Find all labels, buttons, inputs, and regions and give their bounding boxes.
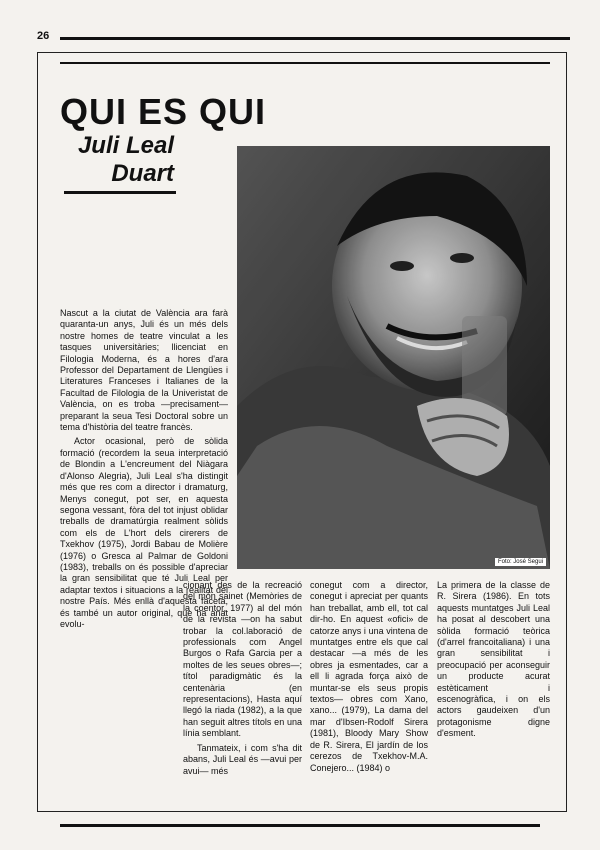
paragraph: conegut com a director, conegut i apreciat per quants han treballat, amb ell, tot cal dir-ho. En aquest «ofici» de catorze anys i una vintena de muntatges entre els que cal destacar —a més de les obres ja esmentades, car a ell li agrada força això de muntar-se els seus propis textos— obres com Xano, xano... (1979), La dama del mar d'Ibsen-Rodolf Sirera (1981), Bloody Mary Show de R. Sirera, El jardín de los cerezos de Txekhov-M.A. Conejero... (1984) o [310,580,428,773]
frame-top-line [60,62,550,64]
article-column-3 [310,580,428,777]
person-name-first: Juli Leal [77,132,174,159]
paragraph: cionant des de la recreació del món sainet (Memòries de la coentor, 1977) al del món de la revista —on ha sabut trobar la col.laboració de professionals com Angel Burgos o Rafa Garcia per a moltes de les seues obres—; títol paradigmàtic és la centenària (en representacions), Hasta aquí llegó la riada (1982), a la que han seguit altres títols en una línia semblant. [183,580,302,739]
paragraph: Nascut a la ciutat de València ara farà quaranta-un anys, Juli és un més dels nostre homes de teatre vinculat a les tasques universitàries; llicenciat en Filologia Moderna, és a hores d'ara Professor del Departament de Llengües i Literatures Franceses i Italianes de la Facultad de Filologia de la Univeristat de València, on es troba —precisament— preparant la seua Tesi Doctoral sobre un tema d'història del teatre francès. [60,308,228,433]
photo-credit: Foto: José Segui [495,558,546,566]
person-name-last: Duart [111,160,174,187]
article-column-4 [437,580,550,743]
page-number: 26 [37,30,50,42]
portrait-photo [237,146,550,569]
portrait-illustration [237,146,550,569]
section-title: QUI ES QUI [60,91,267,132]
article-column-2 [183,580,302,780]
top-rule [60,37,570,40]
person-name [64,132,174,188]
paragraph: Actor ocasional, però de sòlida formació (recordem la seua interpretació de Blondin a L'encreument del Niàgara d'Alonso Alegria), Juli Leal s'ha distingit més que res com a director i dramaturg, Menys conegut, pot ser, en aquesta segona vessant, fòra del tot injust oblidar treballs de dramatúrgia realment sòlids com els de L'hort dels cirerers de Txekhov (1975), Jordi Babau de Molière (1976) o Gresca al Palmar de Goldoni (1983), treballs on és possible d'apreciar la gran sensibilitat que té Juli Leal per adaptar textos i situacions a la realitat del nostre País. Més enllà d'aquesta faceta, és també un autor original, que ha anat evolu- [60,436,228,629]
bottom-rule [60,824,540,827]
paragraph: Tanmateix, i com s'ha dit abans, Juli Leal és —avui per avui— més [183,742,302,776]
name-underline [64,191,176,194]
paragraph: La primera de la classe de R. Sirera (1986). En tots aquests muntatges Juli Leal ha posat al descobert una sòlida formació teòrica (d'arrel francoitaliana) i una gran sensibilitat i preocupació per aconseguir un producte acurat estèticament i escenogràfica, i on els actors gaudeixen d'un protagonisme digne d'esment. [437,580,550,739]
